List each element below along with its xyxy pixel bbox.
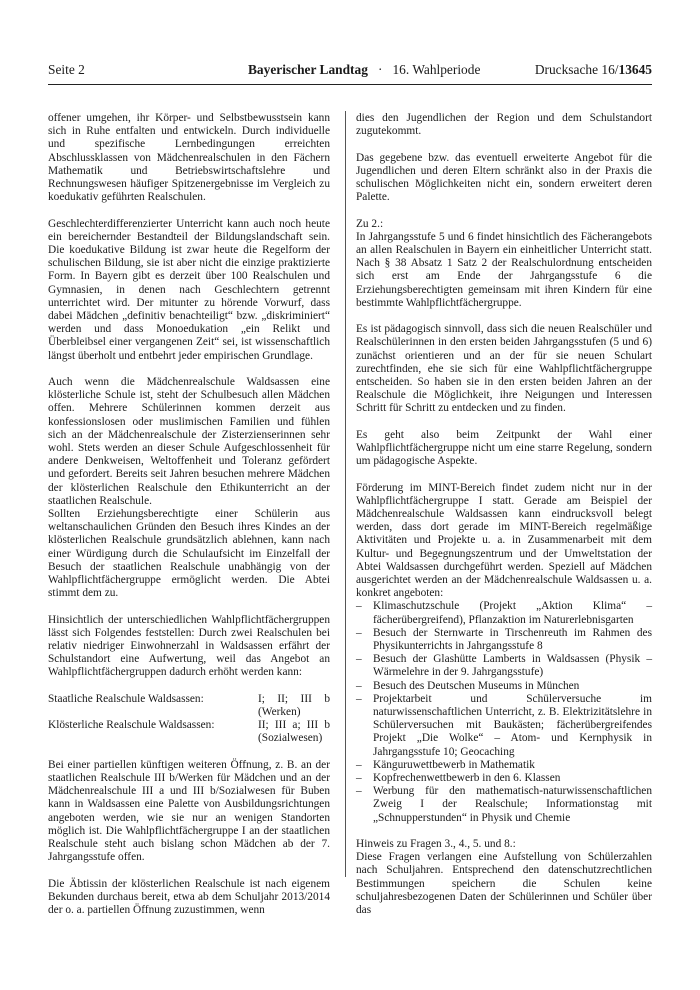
section-heading: Zu 2.: — [356, 217, 384, 230]
header-separator: · — [377, 62, 383, 77]
legislative-period: 16. Wahlperiode — [392, 62, 481, 77]
header-rule — [48, 84, 652, 85]
left-column — [48, 112, 330, 930]
publisher-name: Bayerischer Landtag — [248, 62, 368, 77]
paragraph: Geschlechterdifferenzierter Unterricht kann auch noch heute ein bereichernder Bestandteil der Bildungslandschaft sein. Die koedukative Bildung ist zwar heute die Regelform der schulischen Bildung, sie ist aber nicht die einzige praktizierte Form. In Bayern gibt es derzeit über 100 Realschulen und Gymnasien, in denen nach Geschlechtern getrennt unterrichtet wird. Der mitunter zu hörende Vorwurf, dass dabei Mädchen „definitiv benachteiligt“ bzw. „diskriminiert“ werden und dass Monoedukation „ein Relikt und Überbleibsel einer vergangenen Zeit“ sei, ist wissenschaftlich längst überholt und entbehrt jeder empirischen Grundlage. — [48, 217, 330, 362]
paragraph: Hinsichtlich der unterschiedlichen Wahlpflichtfächergruppen lässt sich Folgendes feststellen: Durch zwei Realschulen bei relativ niedriger Einwohnerzahl in Waldsassen erfährt der Schulstandort eine Aufwertung, weil das Angebot an Wahlpflichtfächergruppen dadurch erhöht werden kann: — [48, 613, 330, 679]
paragraph: In Jahrgangsstufe 5 und 6 findet hinsichtlich des Fächerangebots an allen Realschulen in Bayern ein einheitlicher Unterricht statt. Nach § 38 Absatz 1 Satz 2 der Realschulordnung entscheiden sich erst am Ende der Jahrgangsstufe 6 die Erziehungsberechtigten gemeinsam mit ihren Kindern für eine bestimmte Wahlpflichtfächergruppe. — [356, 230, 652, 309]
paragraph: Förderung im MINT-Bereich findet zudem nicht nur in der Wahlpflichtfächergruppe I statt. Gerade am Beispiel der Mädchenrealschule Waldsassen kann eindrucksvoll belegt werden, dass dort gerade im MINT-Bereich regelmäßige Aktivitäten und Projekte u. a. in Zusammenarbeit mit dem Kultur- und Begegnungszentrum und der Umweltstation der Abtei Waldsassen durchgeführt werden. Speziell auf Mädchen ausgerichtet werden an der Mädchenrealschule Waldsassen u. a. konkret angeboten: — [356, 481, 652, 600]
list-item: – Besuch der Sternwarte in Tirschenreuth im Rahmen des Physikunterrichts in Jahrgangsstufe 8 — [356, 627, 652, 653]
document-number: 13645 — [618, 62, 652, 77]
list-item: – Besuch der Glashütte Lamberts in Waldsassen (Physik – Wärmelehre in der 9. Jahrgangsstufe) — [356, 653, 652, 679]
paragraph: Es ist pädagogisch sinnvoll, dass sich die neuen Realschüler und Realschülerinnen in den ersten beiden Jahrgangsstufen (5 und 6) zunächst orientieren und an der für sie neuen Schulart zurechtfinden, ehe sie sich für eine Wahlpflichtfächergruppe entscheiden. So haben sie in den ersten beiden Jahren an der Realschule die Möglichkeit, ihre Neigungen und Interessen Schritt für Schritt zu entdecken und zu finden. — [356, 323, 652, 415]
table-row — [48, 719, 330, 745]
column-divider — [345, 111, 346, 877]
table-value: II; III a; III b (Sozialwesen) — [258, 719, 330, 745]
paragraph: Diese Fragen verlangen eine Aufstellung von Schülerzahlen nach Schuljahren. Entsprechend den datenschutzrechtlichen Bestimmungen speichern die Schulen keine schuljahresbezogenen Daten der Schülerinnen und Schüler über das — [356, 851, 652, 917]
list-item: – Kopfrechenwettbewerb in den 6. Klassen — [356, 772, 652, 785]
header-center — [248, 62, 480, 78]
table-label: Klösterliche Realschule Waldsassen: — [48, 719, 215, 732]
paragraph: Die Äbtissin der klösterlichen Realschule ist nach eigenem Bekunden durchaus bereit, etwa ab dem Schuljahr 2013/2014 der o. a. partiellen Öffnung zuzustimmen, wenn — [48, 877, 330, 917]
table-row — [48, 693, 330, 719]
paragraph: offener umgehen, ihr Körper- und Selbstbewusstsein kann sich in Ruhe entfalten und entwickeln. Durch individuelle und spezifische Lernbedingungen erreichten Abschlussklassen von Mädchenrealschulen in den Fächern Mathematik und Betriebswirtschaftslehre und Rechnungswesen häufiger Spitzenergebnisse im Vergleich zu koedukativ geführten Realschulen. — [48, 112, 330, 204]
paragraph: Auch wenn die Mädchenrealschule Waldsassen eine klösterliche Schule ist, steht der Schulbesuch allen Mädchen offen. Mehrere Schülerinnen kommen derzeit aus konfessionslosen oder muslimischen Familien und fühlen sich an der Mädchenrealschule der Zisterzienserinnen sehr wohl. Stets werden an dieser Schule Aufgeschlossenheit für andere Denkweisen, Weltoffenheit und Toleranz gefördert und gefordert. Bereits seit Jahren besuchen mehrere Mädchen der klösterlichen Realschule den Ethikunterricht an der staatlichen Realschule. — [48, 376, 330, 507]
activity-list — [356, 600, 652, 824]
page-number: Seite 2 — [48, 62, 85, 77]
table-label: Staatliche Realschule Waldsassen: — [48, 692, 204, 705]
document-prefix: Drucksache 16/ — [534, 62, 619, 77]
table-value: I; II; III b (Werken) — [258, 692, 330, 719]
list-item: – Projektarbeit und Schülerversuche im naturwissenschaftlichen Unterricht, z. B. Elektrizitätslehre in Schülerversuchen mit Baukästen; fächerübergreifendes Projekt „Die Wolke“ – Atom- und Kernphysik in Jahrgangsstufe 10; Geocaching — [356, 693, 652, 759]
paragraph: Bei einer partiellen künftigen weiteren Öffnung, z. B. an der staatlichen Realschule III b/Werken für Mädchen und an der Mädchenrealschule III a und III b/Sozialwesen für Buben kann in Waldsassen eine Palette von Ausbildungsrichtungen angeboten werden, wie sie nur an wenigen Standorten möglich ist. Die Wahlpflichtfächergruppe I an der staatlichen Realschule steht auch bislang schon Mädchen ab der 7. Jahrgangsstufe offen. — [48, 758, 330, 864]
right-column — [356, 112, 652, 930]
list-item: – Besuch des Deutschen Museums in München — [356, 680, 652, 693]
list-item: – Klimaschutzschule (Projekt „Aktion Klima“ – fächerübergreifend), Pflanzaktion im Naturerlebnisgarten — [356, 600, 652, 626]
document-id — [535, 62, 652, 78]
subject-group-table — [48, 693, 330, 746]
paragraph: Das gegebene bzw. das eventuell erweiterte Angebot für die Jugendlichen und deren Eltern schränkt also in der Praxis die schulischen Möglichkeiten nicht ein, sondern erweitert deren Palette. — [356, 151, 652, 204]
paragraph: Es geht also beim Zeitpunkt der Wahl einer Wahlpflichtfächergruppe nicht um eine starre Regelung, sondern um pädagogische Aspekte. — [356, 428, 652, 468]
list-item: – Känguruwettbewerb in Mathematik — [356, 759, 652, 772]
paragraph: Sollten Erziehungsberechtigte einer Schülerin aus weltanschaulichen Gründen den Besuch ihres Kindes an der klösterlichen Realschule grundsätzlich ablehnen, kann nach einer Würdigung durch die Schulaufsicht im Einzelfall der Besuch der staatlichen Realschule unabhängig von der Wahlpflichtfächergruppe ermöglicht werden. Die Abtei stimmt dem zu. — [48, 508, 330, 600]
section-heading: Hinweis zu Fragen 3., 4., 5. und 8.: — [356, 838, 516, 851]
list-item: – Werbung für den mathematisch-naturwissenschaftlichen Zweig I der Realschule; Informationstag mit „Schnupperstunden“ in Physik und Chemie — [356, 785, 652, 825]
page-header — [48, 62, 652, 84]
paragraph: dies den Jugendlichen der Region und dem Schulstandort zugutekommt. — [356, 112, 652, 138]
